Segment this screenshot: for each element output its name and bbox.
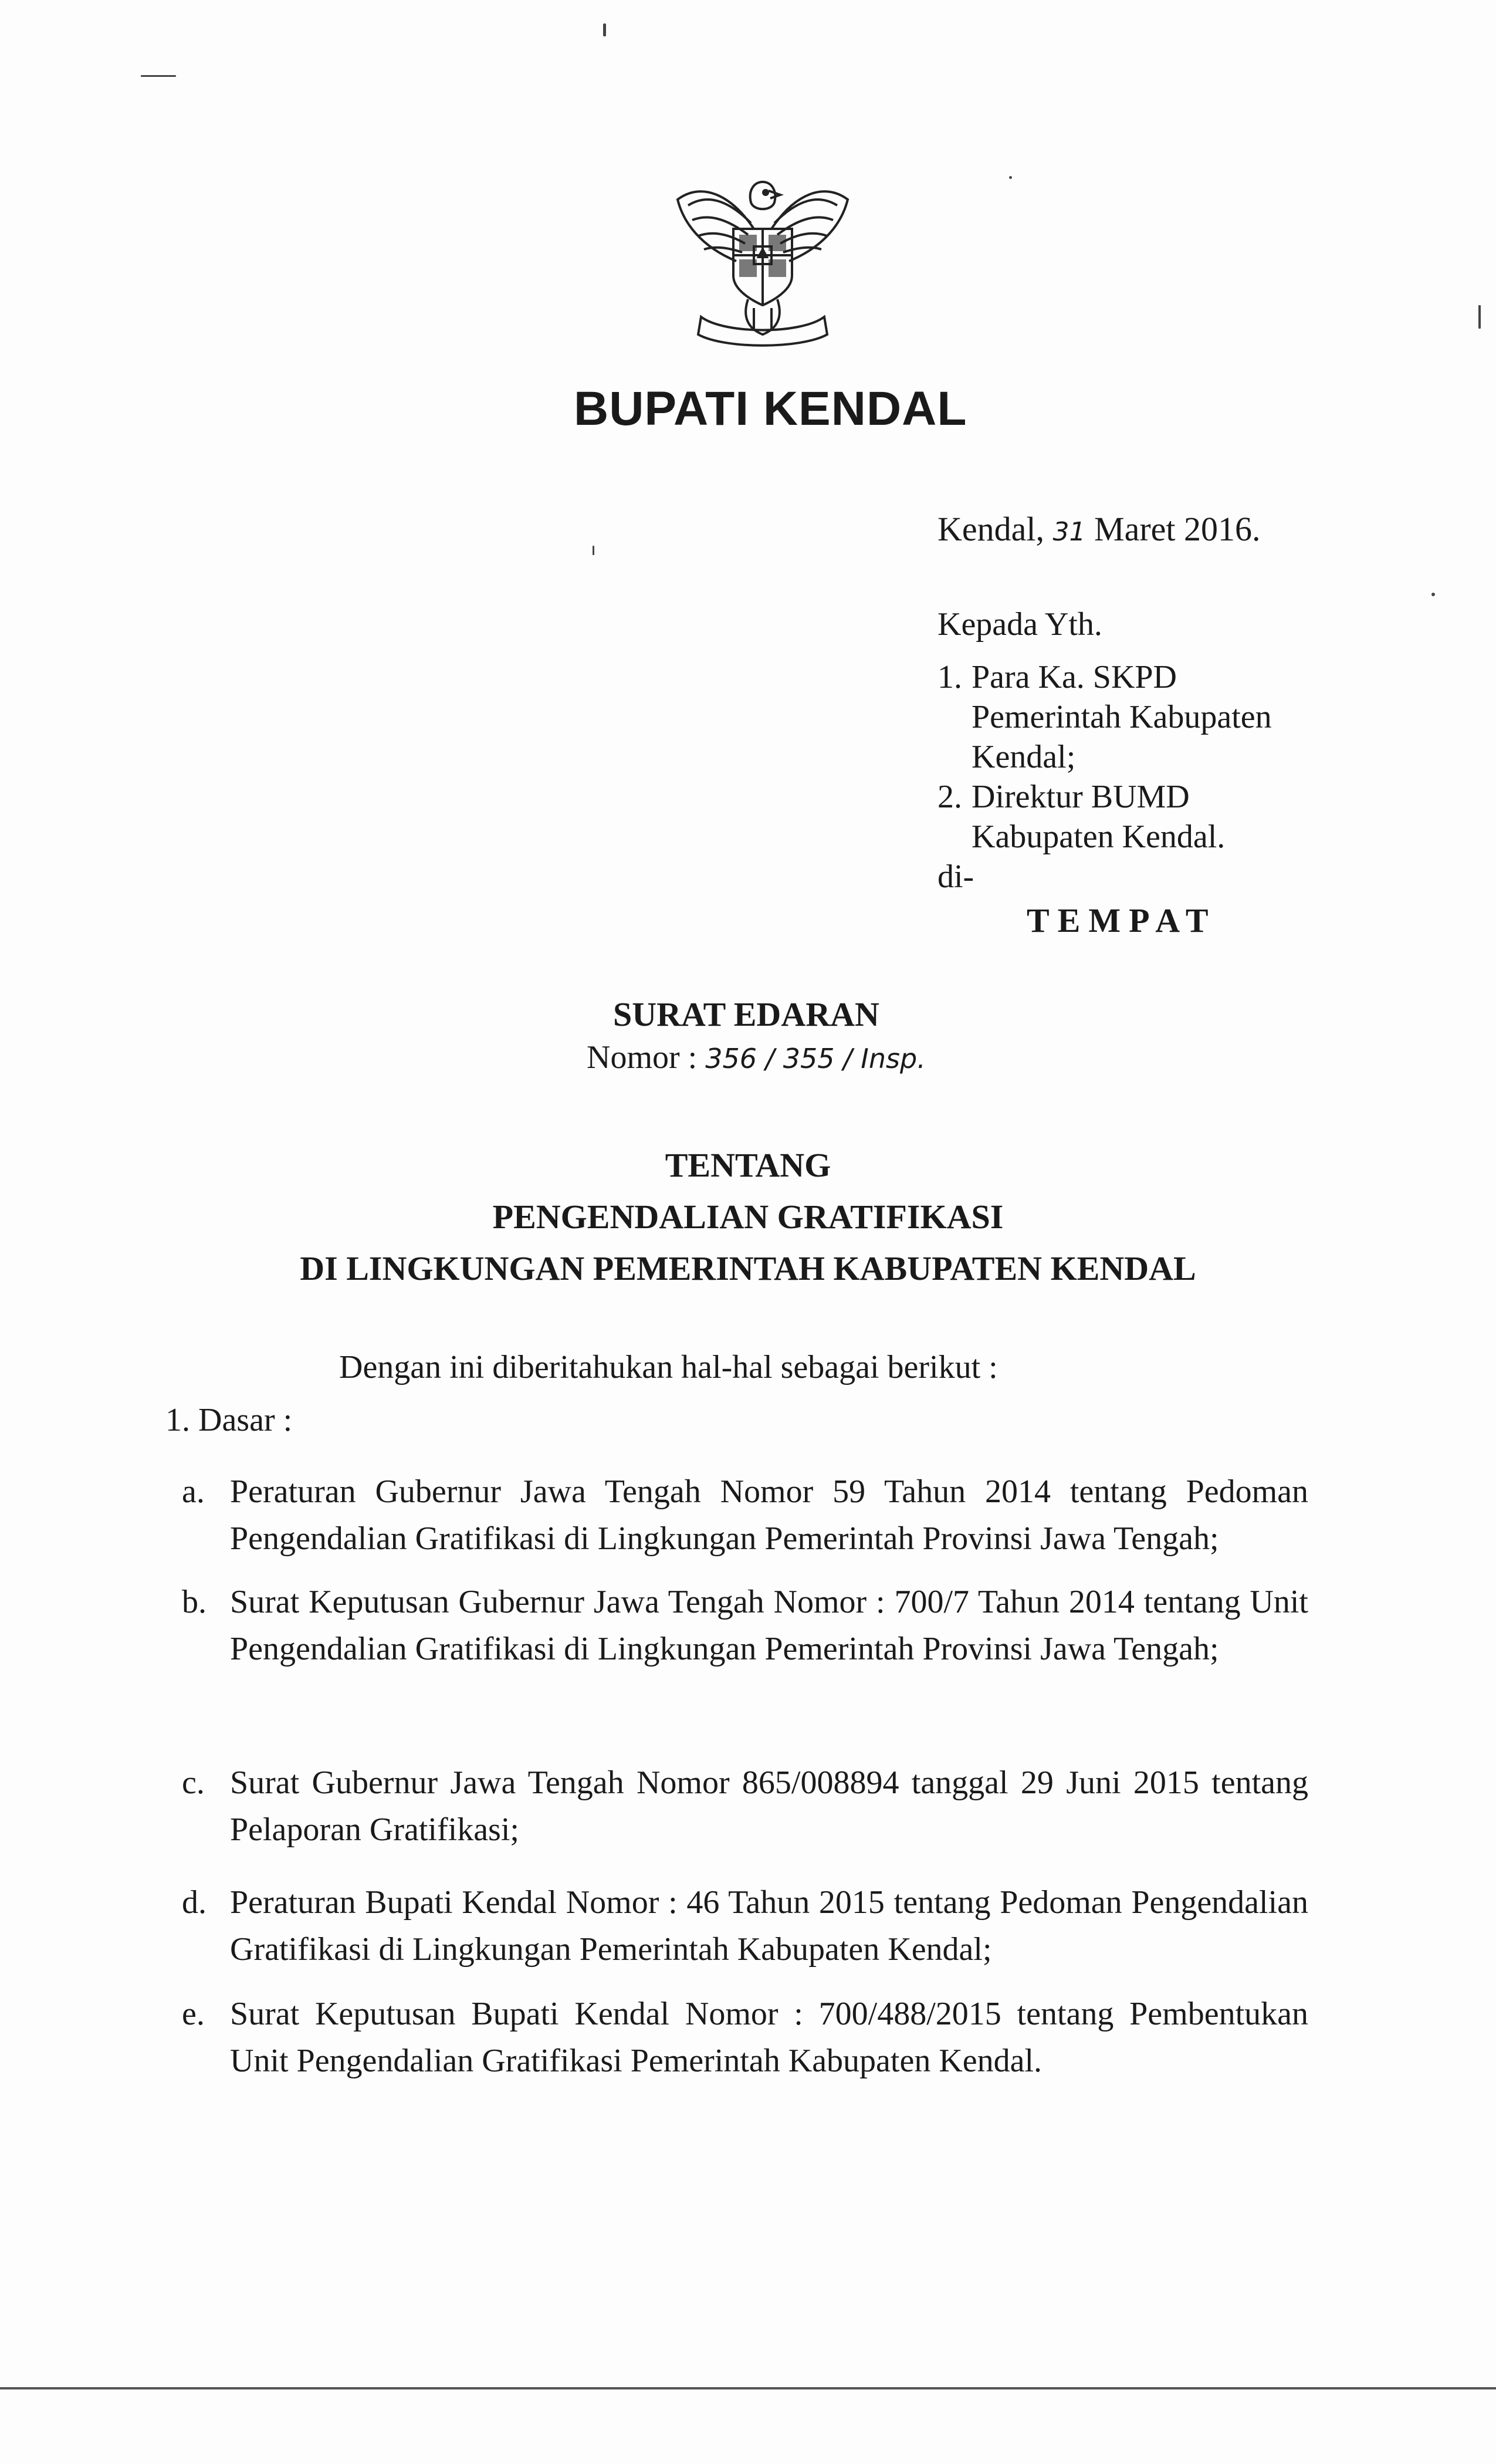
- recipient-number: 1.: [937, 659, 962, 695]
- recipient-line: Para Ka. SKPD: [972, 659, 1177, 695]
- recipient-tempat: TEMPAT: [1027, 901, 1217, 939]
- basis-text: Surat Keputusan Gubernur Jawa Tengah Nomor : 700/7 Tahun 2014 tentang Unit Pengendalian Gratifikasi di Lingkungan Pemerintah Provinsi Jawa Tengah;: [230, 1584, 1308, 1667]
- subject-tentang: TENTANG: [665, 1146, 831, 1184]
- basis-text: Peraturan Bupati Kendal Nomor : 46 Tahun 2015 tentang Pedoman Pengendalian Gratifikasi di Lingkungan Pemerintah Kabupaten Kendal;: [230, 1884, 1308, 1968]
- body-intro: Dengan ini diberitahukan hal-hal sebagai berikut :: [339, 1349, 998, 1385]
- basis-label: d.: [182, 1884, 207, 1921]
- scan-speck: [141, 75, 176, 77]
- recipient-line: Kabupaten Kendal.: [972, 819, 1226, 855]
- basis-label: e.: [182, 1996, 205, 2032]
- basis-label: b.: [182, 1584, 207, 1620]
- basis-text: Surat Gubernur Jawa Tengah Nomor 865/008894 tanggal 29 Juni 2015 tentang Pelaporan Gratifikasi;: [230, 1765, 1308, 1848]
- scan-speck: [1478, 305, 1481, 329]
- recipient-line: Pemerintah Kabupaten: [972, 699, 1272, 735]
- garuda-emblem: [666, 158, 859, 358]
- circular-title: SURAT EDARAN: [613, 995, 879, 1033]
- basis-label: c.: [182, 1765, 205, 1801]
- basis-text: Peraturan Gubernur Jawa Tengah Nomor 59 Tahun 2014 tentang Pedoman Pengendalian Gratifikasi di Lingkungan Pemerintah Provinsi Jawa Tengah;: [230, 1473, 1308, 1557]
- basis-item: [182, 1990, 1308, 2084]
- scan-speck: [603, 23, 606, 36]
- date-place: Kendal,: [937, 510, 1044, 548]
- recipient-greeting: Kepada Yth.: [937, 606, 1102, 643]
- recipient-di: di-: [937, 858, 974, 895]
- recipient-line: Kendal;: [972, 739, 1076, 775]
- page-divider: [0, 2387, 1496, 2389]
- date-month-year: Maret 2016.: [1094, 510, 1261, 548]
- circular-number-label: Nomor :: [587, 1039, 698, 1076]
- scan-speck: [1009, 176, 1012, 179]
- basis-item: [182, 1879, 1308, 1973]
- recipient-block: [937, 604, 1272, 897]
- scan-speck: [1431, 593, 1435, 596]
- basis-item: [182, 1579, 1308, 1672]
- subject-line: PENGENDALIAN GRATIFIKASI: [492, 1198, 1004, 1236]
- section-label: 1. Dasar :: [165, 1402, 293, 1438]
- circular-number-handwritten: 356 / 355 / Insp.: [705, 1043, 926, 1074]
- basis-item: [182, 1468, 1308, 1562]
- recipient-line: Direktur BUMD: [972, 779, 1190, 815]
- date-day-handwritten: 31: [1052, 517, 1086, 547]
- subject-line: DI LINGKUNGAN PEMERINTAH KABUPATEN KENDAL: [300, 1249, 1196, 1287]
- basis-item: [182, 1759, 1308, 1853]
- basis-label: a.: [182, 1473, 205, 1510]
- page-title: BUPATI KENDAL: [574, 382, 967, 435]
- scan-speck: [593, 546, 594, 555]
- recipient-item: [937, 657, 1272, 697]
- basis-text: Surat Keputusan Bupati Kendal Nomor : 700/488/2015 tentang Pembentukan Unit Pengendalian Gratifikasi Pemerintah Kabupaten Kendal.: [230, 1996, 1308, 2079]
- circular-number: [587, 1039, 926, 1076]
- recipient-number: 2.: [937, 779, 962, 815]
- letter-date: [937, 509, 1261, 549]
- recipient-item: [937, 777, 1272, 817]
